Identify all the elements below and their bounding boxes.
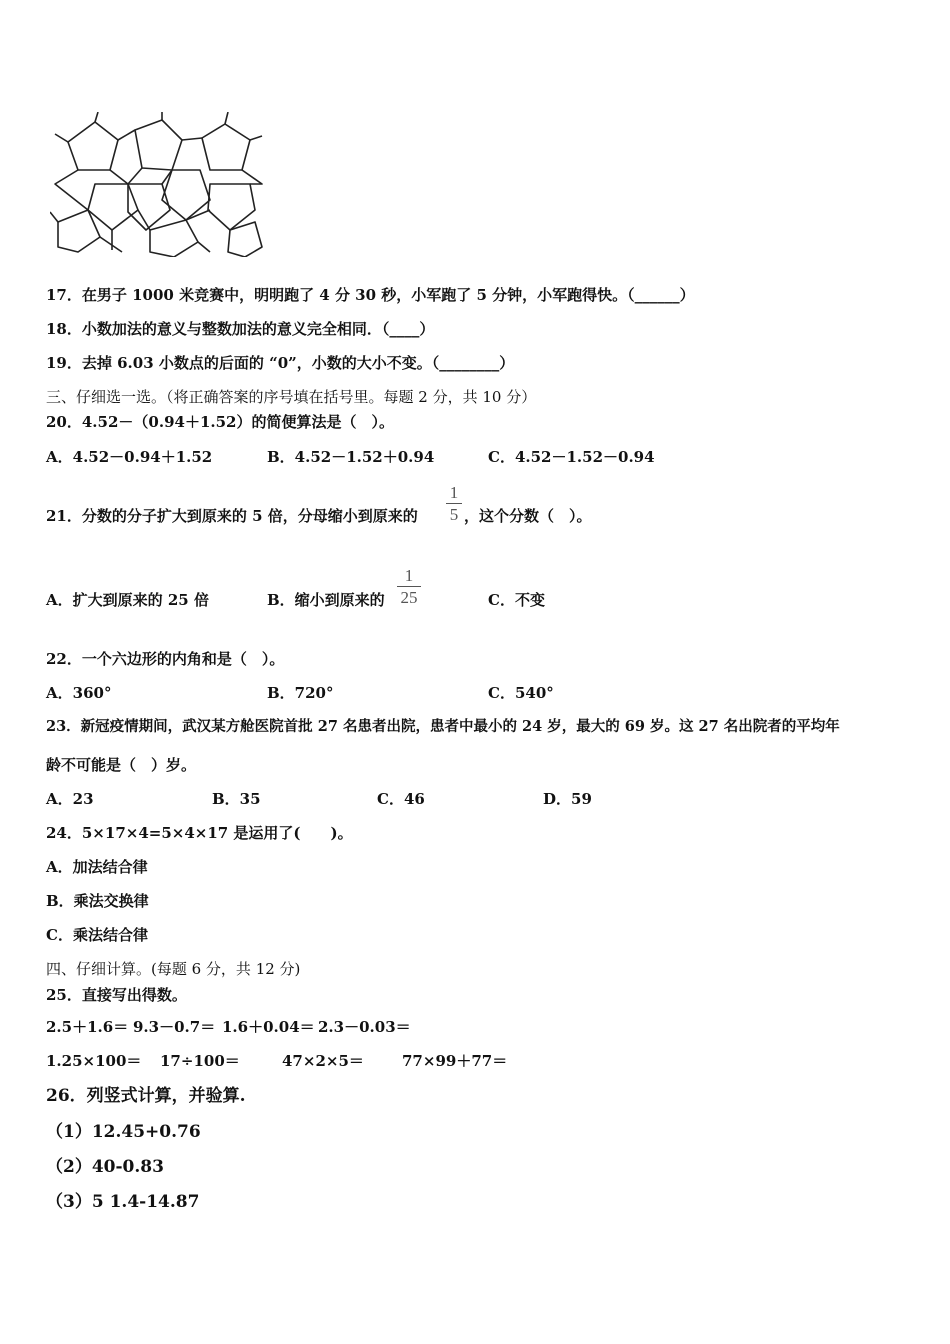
q21-option-a: A．扩大到原来的 25 倍 [46,591,209,609]
pentagon-tiling-figure [50,112,265,257]
q20-option-c: C．4.52－1.52－0.94 [488,448,655,466]
q23-option-a: A．23 [46,790,94,808]
fraction-denominator: 25 [400,588,418,607]
q25-item: 2.3－0.03＝ [318,1018,411,1036]
fraction-numerator: 1 [449,483,459,502]
q22-option-c: C．540° [488,684,554,702]
question-17: 17．在男子 1000 米竞赛中，明明跑了 4 分 30 秒，小军跑了 5 分钟，小军跑得快。（______） [46,286,695,304]
q26-part-3: （3）5 1.4-14.87 [46,1192,200,1212]
q24-option-a: A．加法结合律 [46,858,148,876]
q25-item: 1.25×100＝ [46,1052,142,1070]
q21-fraction [446,484,462,523]
question-25-stem: 25．直接写出得数。 [46,986,187,1004]
q26-part-2: （2）40-0.83 [46,1157,164,1177]
q22-option-a: A．360° [46,684,112,702]
q24-option-c: C．乘法结合律 [46,926,148,944]
question-23-stem-line2: 龄不可能是（ ）岁。 [46,756,197,774]
question-21-stem-part2: ，这个分数（ ）。 [464,507,592,525]
q25-item: 47×2×5＝ [282,1052,364,1070]
q21-option-b-fraction [397,567,421,606]
q23-option-c: C．46 [377,790,425,808]
q23-option-d: D．59 [543,790,592,808]
q24-option-b: B．乘法交换律 [46,892,149,910]
fraction-numerator: 1 [404,566,414,585]
q25-item: 77×99＋77＝ [402,1052,508,1070]
q22-option-b: B．720° [267,684,334,702]
q25-item: 2.5＋1.6＝ [46,1018,129,1036]
section-3-heading: 三、仔细选一选。（将正确答案的序号填在括号里。每题 2 分，共 10 分） [46,388,537,406]
q25-item: 17÷100＝ [160,1052,240,1070]
question-23-stem-line1: 23．新冠疫情期间，武汉某方舱医院首批 27 名患者出院，患者中最小的 24 岁，最大的 69 岁。这 27 名出院者的平均年 [46,718,840,735]
question-22-stem: 22．一个六边形的内角和是（ ）。 [46,650,285,668]
question-19: 19．去掉 6.03 小数点的后面的 “0”，小数的大小不变。（________） [46,354,515,372]
q26-part-1: （1）12.45+0.76 [46,1122,201,1142]
q21-option-c: C．不变 [488,591,545,609]
question-24-stem: 24．5×17×4=5×4×17 是运用了( )。 [46,824,353,842]
q25-item: 9.3－0.7＝ [133,1018,216,1036]
fraction-denominator: 5 [449,505,459,524]
section-4-heading: 四、仔细计算。(每题 6 分，共 12 分) [46,960,301,978]
q25-item: 1.6＋0.04＝ [222,1018,315,1036]
q23-option-b: B．35 [212,790,261,808]
question-21-stem-part1: 21．分数的分子扩大到原来的 5 倍，分母缩小到原来的 [46,507,418,525]
question-26-stem: 26．列竖式计算，并验算. [46,1086,246,1106]
q21-option-b: B．缩小到原来的 [267,591,385,609]
q20-option-a: A．4.52－0.94＋1.52 [46,448,213,466]
question-18: 18．小数加法的意义与整数加法的意义完全相同．（____） [46,320,435,338]
question-20-stem: 20．4.52－（0.94＋1.52）的简便算法是（ ）。 [46,413,394,431]
q20-option-b: B．4.52－1.52＋0.94 [267,448,435,466]
